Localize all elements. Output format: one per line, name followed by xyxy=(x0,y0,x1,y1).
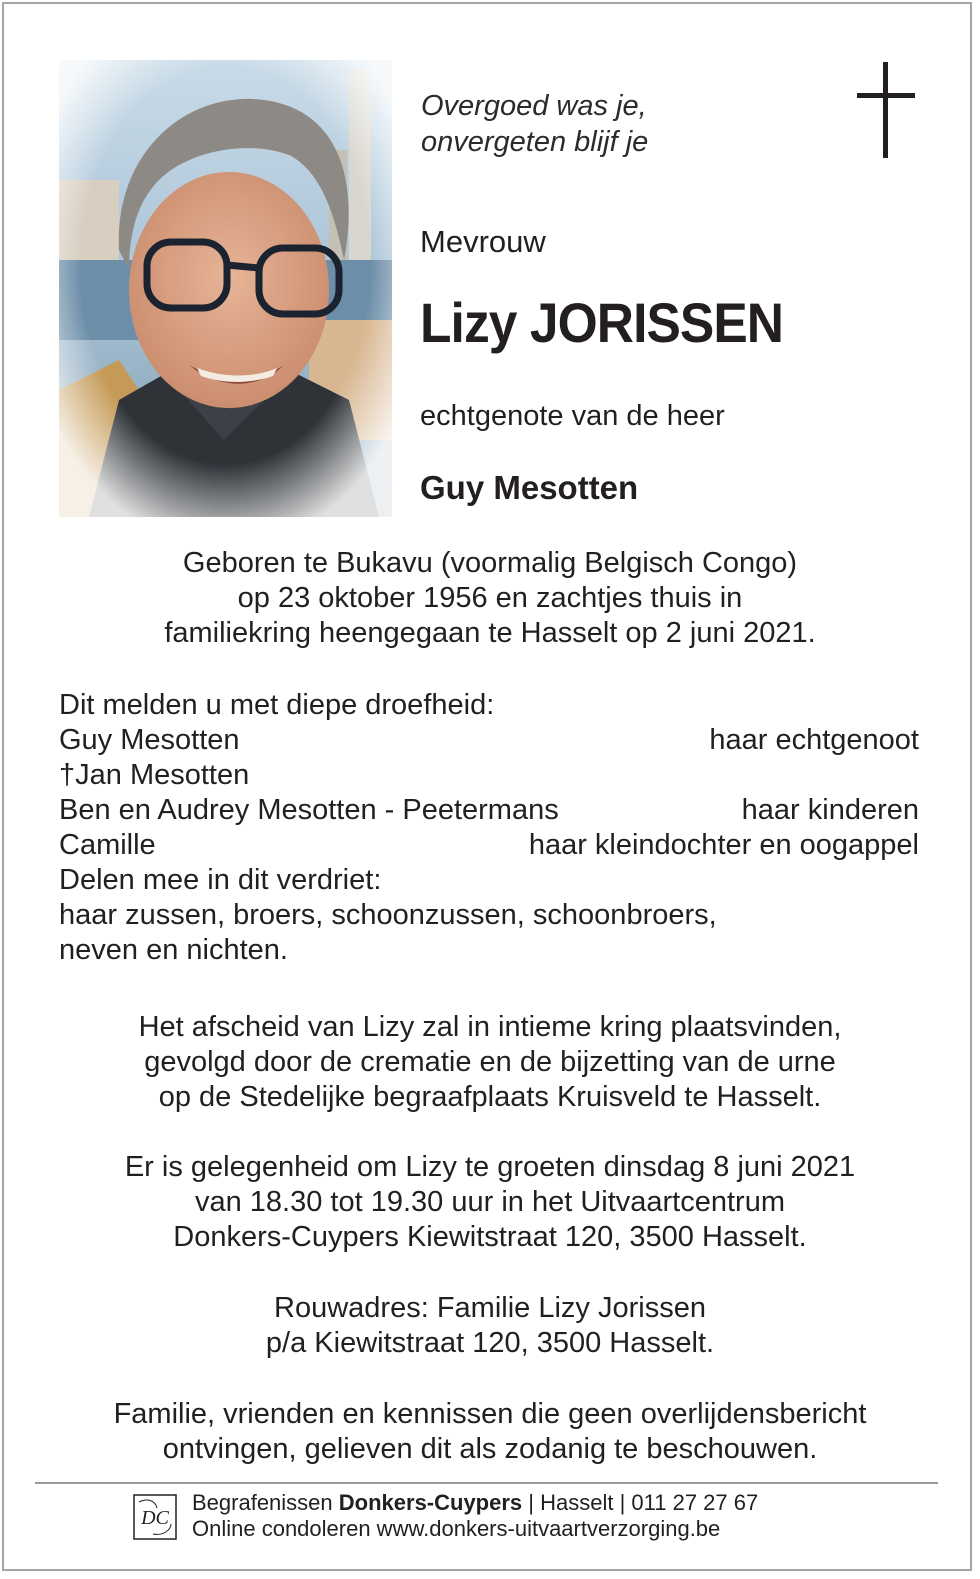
text-line: p/a Kiewitstraat 120, 3500 Hasselt. xyxy=(265,1327,715,1359)
mourner-row xyxy=(59,723,919,758)
mourning-address xyxy=(40,1291,940,1361)
company-name: Donkers-Cuypers xyxy=(338,1490,523,1515)
text-line: op 23 oktober 1956 en zachtjes thuis in xyxy=(237,582,743,614)
mourner-relation: haar kinderen xyxy=(741,794,919,826)
mourner-name: Guy Mesotten xyxy=(59,724,240,756)
sharing-intro: Delen mee in dit verdriet: xyxy=(59,864,382,896)
text-line: gevolgd door de crematie en de bijzetting van de urne xyxy=(144,1046,836,1078)
footer-prefix: Begrafenissen xyxy=(192,1490,339,1515)
mourner-row xyxy=(59,758,919,793)
deceased-name: Lizy JORISSEN xyxy=(420,291,784,354)
mourner-name: †Jan Mesotten xyxy=(59,759,250,791)
text-line: Er is gelegenheid om Lizy te groeten dinsdag 8 juni 2021 xyxy=(124,1151,856,1183)
mourners-list xyxy=(59,688,919,968)
text-line: Donkers-Cuypers Kiewitstraat 120, 3500 Hasselt. xyxy=(173,1221,807,1253)
visitation-info xyxy=(40,1150,940,1255)
quote-line: onvergeten blijf je xyxy=(421,126,649,158)
portrait-photo xyxy=(59,60,392,517)
text-line: Het afscheid van Lizy zal in intieme kring plaatsvinden, xyxy=(138,1011,842,1043)
text-line: familiekring heengegaan te Hasselt op 2 juni 2021. xyxy=(164,617,816,649)
mourners-intro: Dit melden u met diepe droefheid: xyxy=(59,689,495,721)
sharing-line: neven en nichten. xyxy=(59,934,288,966)
text-line: Familie, vrienden en kennissen die geen overlijdensbericht xyxy=(113,1398,867,1430)
memorial-quote xyxy=(421,88,648,160)
footer-text xyxy=(192,1490,758,1542)
mourner-relation: haar echtgenoot xyxy=(709,724,919,756)
footer-divider xyxy=(35,1482,938,1484)
sharing-line: haar zussen, broers, schoonzussen, schoonbroers, xyxy=(59,899,717,931)
mourner-row xyxy=(59,828,919,863)
city-phone: | Hasselt | 011 27 27 67 xyxy=(522,1490,759,1515)
farewell-info xyxy=(40,1010,940,1115)
text-line: van 18.30 tot 19.30 uur in het Uitvaartcentrum xyxy=(194,1186,785,1218)
text-line: Rouwadres: Familie Lizy Jorissen xyxy=(274,1292,706,1324)
mourner-row xyxy=(59,793,919,828)
text-line: Geboren te Bukavu (voormalig Belgisch Congo) xyxy=(182,547,798,579)
mourner-relation: haar kleindochter en oogappel xyxy=(528,829,919,861)
text-line: ontvingen, gelieven dit als zodanig te beschouwen. xyxy=(162,1433,818,1465)
spouse-name: Guy Mesotten xyxy=(420,469,639,506)
logo-lettering: DC xyxy=(141,1507,169,1529)
footer-line-company xyxy=(192,1490,758,1516)
online-condolence-link[interactable]: Online condoleren www.donkers-uitvaartverzorging.be xyxy=(192,1516,721,1541)
funeral-home-logo-icon xyxy=(133,1494,177,1545)
cross-icon xyxy=(857,62,915,163)
mourner-name: Camille xyxy=(59,829,156,861)
text-line: op de Stedelijke begraafplaats Kruisveld te Hasselt. xyxy=(158,1081,822,1113)
notice-text xyxy=(40,1397,940,1467)
mourner-name: Ben en Audrey Mesotten - Peetermans xyxy=(59,794,559,826)
honorific: Mevrouw xyxy=(420,224,546,259)
birth-death-info xyxy=(40,546,940,651)
relation-text: echtgenote van de heer xyxy=(420,400,725,432)
quote-line: Overgoed was je, xyxy=(421,90,647,122)
